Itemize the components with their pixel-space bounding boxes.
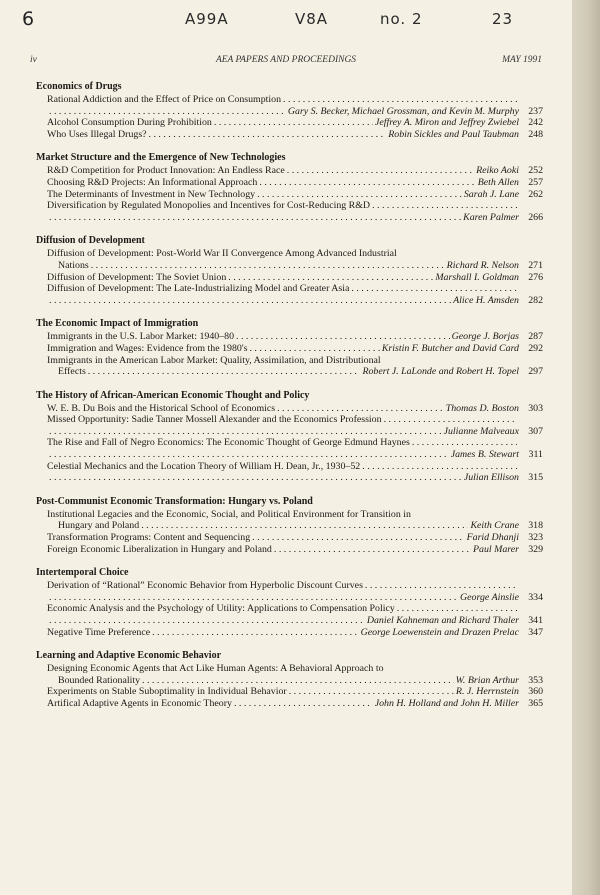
section-title: Learning and Adaptive Economic Behavior bbox=[36, 650, 222, 662]
entry-page: 315 bbox=[528, 472, 543, 484]
entry-author: James B. Stewart bbox=[450, 449, 519, 461]
entry-title: The Rise and Fall of Negro Economics: The Economic Thought of George Edmund Haynes bbox=[47, 437, 410, 449]
entry-author: Marshall I. Goldman bbox=[435, 271, 519, 283]
toc-entry[interactable] bbox=[47, 414, 543, 437]
entry-page: 334 bbox=[528, 591, 543, 603]
entry-title: The Determinants of Investment in New Technology bbox=[47, 188, 256, 200]
entry-author: Karen Palmer bbox=[463, 211, 519, 223]
entry-author: Gary S. Becker, Michael Grossman, and Kevin M. Murphy bbox=[287, 105, 519, 117]
entry-title: Immigrants in the U.S. Labor Market: 1940–80 bbox=[47, 331, 235, 343]
issue-date: MAY 1991 bbox=[502, 55, 542, 65]
toc-section bbox=[36, 81, 543, 140]
entry-author: John H. Holland and John H. Miller bbox=[374, 697, 519, 709]
entry-page: 262 bbox=[528, 188, 543, 200]
entry-title: Who Uses Illegal Drugs? bbox=[47, 128, 147, 140]
entry-author: Daniel Kahneman and Richard Thaler bbox=[366, 615, 519, 626]
entry-title: Choosing R&D Projects: An Informational Approach bbox=[47, 176, 258, 188]
entry-page: 242 bbox=[528, 117, 543, 129]
entry-title: Institutional Legacies and the Economic, Social, and Political Environment for Transition in bbox=[47, 508, 411, 520]
section-title: The Economic Impact of Immigration bbox=[36, 318, 199, 330]
toc-entry[interactable] bbox=[47, 509, 543, 532]
toc-entry[interactable] bbox=[47, 461, 543, 484]
entry-title: Diffusion of Development: The Late-Industrializing Model and Greater Asia bbox=[47, 283, 350, 295]
entry-page: 257 bbox=[528, 176, 543, 188]
table-of-contents bbox=[36, 81, 543, 722]
entry-title: Experiments on Stable Suboptimality in Individual Behavior bbox=[47, 686, 287, 698]
entry-author: Robert J. LaLonde and Robert H. Topel bbox=[362, 366, 519, 378]
toc-entry[interactable] bbox=[47, 165, 543, 177]
toc-entry[interactable] bbox=[47, 544, 543, 556]
entry-author: George Loewenstein and Drazen Prelac bbox=[360, 626, 519, 638]
entry-author: R. J. Herrnstein bbox=[455, 686, 519, 698]
entry-title: Artifical Adaptive Agents in Economic Theory bbox=[47, 697, 232, 709]
section-title: The History of African-American Economic Thought and Policy bbox=[36, 389, 310, 401]
entry-title: R&D Competition for Product Innovation: An Endless Race bbox=[47, 165, 285, 177]
entry-page: 248 bbox=[528, 128, 543, 140]
entry-title: Missed Opportunity: Sadie Tanner Mossell Alexander and the Economics Profession bbox=[47, 414, 382, 426]
entry-title: Immigrants in the American Labor Market: Quality, Assimilation, and Distributional bbox=[47, 354, 381, 366]
entry-author: Jeffrey A. Miron and Jeffrey Zwiebel bbox=[374, 117, 519, 129]
entry-author: Robin Sickles and Paul Taubman bbox=[388, 128, 519, 140]
entry-page: 329 bbox=[528, 543, 543, 555]
toc-section bbox=[36, 235, 543, 306]
entry-author: Reiko Aoki bbox=[476, 165, 519, 177]
entry-page: 287 bbox=[528, 331, 543, 343]
handwritten-note-b: V8A bbox=[295, 10, 329, 28]
toc-section bbox=[36, 650, 543, 709]
page-number: iv bbox=[30, 55, 37, 65]
entry-title-cont: Nations bbox=[58, 259, 89, 271]
toc-entry[interactable] bbox=[47, 283, 543, 306]
entry-title: Transformation Programs: Content and Sequencing bbox=[47, 532, 251, 544]
toc-entry[interactable] bbox=[47, 355, 543, 378]
entry-page: 323 bbox=[528, 532, 543, 544]
entry-title: Diffusion of Development: Post-World War II Convergence Among Advanced Industrial bbox=[47, 248, 397, 260]
entry-title: Foreign Economic Liberalization in Hungary and Poland bbox=[47, 543, 272, 555]
entry-title: Designing Economic Agents that Act Like Human Agents: A Behavioral Approach to bbox=[47, 663, 384, 675]
entry-page: 307 bbox=[528, 425, 543, 437]
entry-author: Richard R. Nelson bbox=[446, 259, 519, 271]
entry-page: 282 bbox=[528, 294, 543, 306]
entry-page: 365 bbox=[528, 697, 543, 709]
toc-entry[interactable] bbox=[47, 403, 543, 415]
entry-title: Economic Analysis and the Psychology of Utility: Applications to Compensation Policy bbox=[47, 603, 395, 615]
entry-author: Paul Marer bbox=[473, 543, 519, 555]
section-title: Post-Communist Economic Transformation: Hungary vs. Poland bbox=[36, 495, 313, 507]
toc-entry[interactable] bbox=[47, 189, 543, 201]
entry-author: Julianne Malveaux bbox=[443, 425, 519, 437]
entry-page: 347 bbox=[528, 626, 543, 638]
toc-entry[interactable] bbox=[47, 343, 543, 355]
entry-title: Diversification by Regulated Monopolies and Incentives for Cost-Reducing R&D bbox=[47, 200, 371, 212]
entry-page: 271 bbox=[528, 259, 543, 271]
entry-page: 297 bbox=[528, 366, 543, 378]
entry-title: Rational Addiction and the Effect of Price on Consumption bbox=[47, 94, 282, 105]
entry-page: 252 bbox=[528, 165, 543, 177]
toc-entry[interactable] bbox=[47, 94, 543, 117]
entry-page: 311 bbox=[528, 449, 543, 461]
entry-author: Kristin F. Butcher and David Card bbox=[381, 342, 519, 354]
toc-entry[interactable] bbox=[47, 686, 543, 698]
entry-author: Sarah J. Lane bbox=[463, 188, 519, 200]
toc-entry[interactable] bbox=[47, 272, 543, 284]
entry-author: George Ainslie bbox=[460, 591, 519, 603]
entry-author: Farid Dhanji bbox=[466, 532, 519, 544]
toc-entry[interactable] bbox=[47, 627, 543, 639]
toc-entry[interactable] bbox=[47, 200, 543, 223]
entry-title-cont: Bounded Rationality bbox=[58, 674, 141, 686]
toc-entry[interactable] bbox=[47, 129, 543, 141]
page-edge bbox=[572, 0, 600, 895]
entry-page: 276 bbox=[528, 271, 543, 283]
entry-author: W. Brian Arthur bbox=[455, 674, 519, 686]
entry-page: 341 bbox=[528, 615, 543, 626]
section-title: Diffusion of Development bbox=[36, 235, 145, 247]
entry-title: W. E. B. Du Bois and the Historical School of Economics bbox=[47, 402, 276, 414]
handwritten-mark: 6 bbox=[22, 8, 35, 30]
entry-title: Negative Time Preference bbox=[47, 626, 151, 638]
entry-page: 303 bbox=[528, 402, 543, 414]
entry-author: Beth Allen bbox=[477, 176, 519, 188]
entry-author: Julian Ellison bbox=[463, 472, 519, 484]
handwritten-note-a: A99A bbox=[185, 10, 229, 28]
entry-title: Alcohol Consumption During Prohibition bbox=[47, 117, 212, 129]
toc-entry[interactable] bbox=[47, 248, 543, 271]
toc-entry[interactable] bbox=[47, 698, 543, 710]
toc-entry[interactable] bbox=[47, 580, 543, 603]
entry-page: 353 bbox=[528, 674, 543, 686]
toc-section bbox=[36, 496, 543, 555]
toc-entry[interactable] bbox=[47, 603, 543, 626]
entry-author: George J. Borjas bbox=[451, 331, 519, 343]
section-title: Intertemporal Choice bbox=[36, 567, 129, 579]
entry-title: Derivation of “Rational” Economic Behavior from Hyperbolic Discount Curves bbox=[47, 580, 363, 592]
entry-page: 292 bbox=[528, 342, 543, 354]
entry-title: Diffusion of Development: The Soviet Union bbox=[47, 271, 227, 283]
toc-entry[interactable] bbox=[47, 437, 543, 460]
toc-entry[interactable] bbox=[47, 177, 543, 189]
section-title: Market Structure and the Emergence of New Technologies bbox=[36, 152, 286, 164]
entry-page: 266 bbox=[528, 211, 543, 223]
entry-author: Keith Crane bbox=[470, 520, 519, 532]
toc-section bbox=[36, 567, 543, 638]
entry-title: Immigration and Wages: Evidence from the 1980's bbox=[47, 342, 248, 354]
toc-entry[interactable] bbox=[47, 532, 543, 544]
toc-entry[interactable] bbox=[47, 663, 543, 686]
handwritten-note-d: 23 bbox=[492, 10, 514, 28]
journal-title: AEA PAPERS AND PROCEEDINGS bbox=[215, 55, 357, 65]
entry-title-cont: Effects bbox=[58, 366, 86, 378]
toc-entry[interactable] bbox=[47, 117, 543, 129]
entry-page: 237 bbox=[528, 105, 543, 117]
entry-author: Alice H. Amsden bbox=[453, 294, 519, 306]
entry-page: 360 bbox=[528, 686, 543, 698]
entry-page: 318 bbox=[528, 520, 543, 532]
toc-section bbox=[36, 318, 543, 377]
entry-author: Thomas D. Boston bbox=[445, 402, 519, 414]
section-title: Economics of Drugs bbox=[36, 81, 122, 92]
entry-title-cont: Hungary and Poland bbox=[58, 520, 140, 532]
entry-title: Celestial Mechanics and the Location Theory of William H. Dean, Jr., 1930–52 bbox=[47, 460, 361, 472]
toc-section bbox=[36, 152, 543, 223]
toc-section bbox=[36, 390, 543, 484]
toc-entry[interactable] bbox=[47, 331, 543, 343]
handwritten-note-c: no. 2 bbox=[380, 10, 423, 28]
